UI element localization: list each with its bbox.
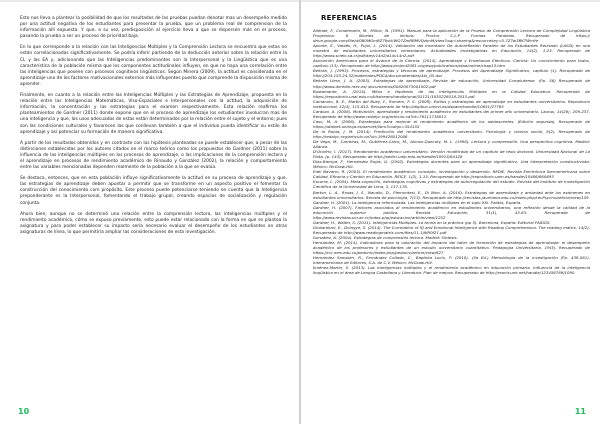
page-number: 11	[574, 407, 586, 416]
reference-entry: Bustamante, A. (2015). Mitos e Hipótesis de las Inteligencias Múltiples en la Calidad Educativa. Recuperado de https://repositorio.unal.edu.co/bitstream/handle/unal/55121/1035226018.2015.pdf	[313, 88, 590, 99]
body-paragraph: Esto nos lleva a plantear la posibilidad de que los resultados de las pruebas puedan denotar mas un desempeño medido por una actitud negativa de los estudiantes para presentar la prueba, que un problema real de comprension de la información allí expuesta. Y que, a su vez, predisposición al ejercicio lleva a que se dispersen más en el proceso, pasando la prueba a ser un proceso de prioridad baja.	[20, 16, 287, 40]
reference-entry: Escurra, L. (2004). Meta-cognición, estrategias cognitivas y estrategias de autorregulación del estudio. Revista del Instituto de Investigación Científica de la Universidad de Lima, 5, 157-176.	[313, 179, 590, 190]
reference-entry: Ghalamkari, E., Doingye, S. (2014). The Correlation of IQ and Emotional Intelligence with Reading Comprehension. The reading matrix, 14(2). Recuperado de http://www.readingmatrix.com/files/11-1j9iR0f21.pdf	[313, 224, 590, 235]
references-heading: REFERENCIAS	[321, 14, 378, 22]
reference-entry: Aponte, E., Valdés, H., Pujol, L. (2014). Validación del Inventario De Autoreflexión Paralelo de los Estudiantes Revisado (LASSI) en una muestra de estudiantes universitarios venezolanos. Actualidades Investigativas en Educación, 14(2), 1-25. Recuperado de http://www.scielo.sa.cr/pdf/aie/v14n2/a14v14n2.pdf	[313, 43, 590, 59]
reference-entry: Hernández, M. (2014). Indicadores para la valoración del impacto del taller de formación de estrategias de aprendizaje: el desempeño académico de los profesores y estudiantes de un estudio universitario cuantitativo. Pedagogía Universitaria, 19(3). Recuperado de https://cvi.mes.edu.cu/peduniv/index.php/peduniv/article/view/627	[313, 239, 590, 256]
body-paragraph: A partir de los resultados obtenidos y en contraste con las hipótesis planteadas se puede establecer que, a pesar de las distinciones establecidas por los autores citados en el marco teórico como los propuestos de Gardner (2011) sobre la influencia de las inteligencias múltiples en los procesos de aprendizaje, o las implicaciones de la comprensión lectora y el aprendizaje en procesos de rendimiento académico de Rinaudo y González (2002), la relación y comportamiento entre las variables mencionadas dependen realmente de la población a la que se evalúa.	[20, 140, 287, 171]
body-paragraph: Ahora bien, aunque no se determinó una relación entre la comprensión lectora, las inteligencias múltiples y el rendimiento académico, cómo se expuso previamente, esto puede estar relacionado con la forma en que se plantea la asignatura y para poder establecer su impacto sería necesario evaluar el desempeño de los estudiantes en otras asignaturas de línea, lo que permitiría ampliar las consideraciones de esta investigación.	[20, 211, 287, 235]
reference-entry: D'Onofrio, I. (2017). Rendimiento académico universitario. Versión modificada de un capítulo de tesis doctoral. Universidad Nacional de La Plata. (p. 143). Recuperado de http://sedici.unlp.edu.ar/handle/10915/64128	[313, 149, 590, 160]
reference-entry: Gardner, H. (2001). La Inteligencia reformulada. Las inteligencias múltiples en el siglo XXI. Paidós, España.	[313, 199, 522, 205]
page-top-edge	[0, 0, 299, 2]
reference-entry: De la Rubia, J. M. (2014). Predicción del rendimiento académico universitario. Psicología y ciencia social, 8(2). Recuperado de http://redalyc.org/articulo.oa?id=199426012006	[313, 128, 590, 139]
reference-entry: De Vega, M., Carreiras, M., Gutiérrez-Calvo, M., Alonso-Quecuty, M. L. (1990). Lectura y comprensión. Una perspectiva cognitiva. Madrid: Alianza.	[313, 139, 590, 150]
left-page	[0, 0, 299, 424]
reference-entry: Caso, M. A. (2006). Estrategias para mejorar el rendimiento académico de los adolescentes. (Edición segunda). Recuperado de https://dialnet.unirioja.es/servlet/libro?codigo=354155	[313, 118, 590, 129]
body-paragraph: En lo que corresponde a la relación con las Inteligencias Múltiples y la Comprensión Lectora se encuentra que estas no están correlacionadas significativamente. Se podría inferir partiendo de la deducción anterior sobre la relación entre la CL y las EA y, adicionando que las Inteligencias predominantes son la Interpersonal y la Lingüística que es una característica de la población misma que los componentes actitudinales influyen, en que no haya una correlación entre las inteligencias que poseen con procesos cognitivos lingüísticos. Según Minera (2009), la actitud es considerada en el aprendizaje uno de los factores motivacionales externos más influyentes puesto que comprende la disposición misma de aprender.	[20, 45, 287, 87]
reference-entry: Gardner, H., Walter, S. (2011). Inteligencias Múltiples. La teoría en la práctica (pp 3). Barcelona, España: Editorial PAIDÓS.	[313, 219, 551, 225]
reference-entry: Beltrán Llera, J. A. (2003). Estrategias de aprendizaje. Revista de educación, Universidad Complutense. (Pp. 56) Recuperado de http://www.doredin.mec.es/ documentos/00820073001002.pdf	[313, 78, 590, 89]
body-paragraph: Finalmente, en cuanto a la relación entre las Inteligencias Múltiples y las Estrategias de Aprendizaje, propuesta en la relación entre las Inteligencias Matemáticas, Viso-Espaciales e Interpersonales con la actitud, la adquisición de información, la concentración y las estrategias para el examen respectivamente. Esta relación reafirma los planteamientos de Gardner (2011) donde expone que en el proceso de aprendizaje los estudiantes involucran mas de una inteligencia y que, los usos adecuados de estas están determinados por la relación entre el sujeto y el entorno; pues son las condiciones culturales y favorecen las que conllevan también a que el individuo pueda identificar su estilo de aprendizaje y así potenciar su formación de manera significativa.	[20, 93, 287, 135]
reference-entry: Hernández Sampieri, R., Fernández Collado, C., Baptista Lucio, P. (2010). (5a Ed.) Metodología de la investigación (Pp. 439-561). Interamericana de Editores, S.A. de C.V. México: McGraw-Hill.	[313, 255, 590, 266]
body-paragraph: Se destaca, entonces, que en esta población influye significativamente la actitud en su proceso de aprendizaje y que, las estrategias de aprendizaje deben apuntar a permitir que se transforme en un aspecto positivo el fomentar la construcción del conocimiento com propósito. Este proceso puede potenciarse teniendo en cuenta que la Inteligencia preponderante es la Interpersonal, fomentando el trabajo grupal, creando espacios de socialización y regulación conjunta.	[20, 176, 287, 206]
right-page	[301, 0, 600, 424]
reference-entry: Edel Navarro, R. (2003). El rendimiento académico: concepto, investigación y desarrollo. REDIE. Revista Electrónica Iberoamericana sobre Calidad, Eficacia y Cambio en Educación. REICE, 1(2), 1-15. Recuperado de http://repositorio.uam.es/handle/10486/660693	[313, 169, 590, 180]
page-number: 10	[18, 407, 30, 416]
reference-entry: González, A. (2004). Estrategias de comprensión lectora. Madrid: Síntesis.	[313, 234, 458, 240]
reference-entry: Camacaro, R. E., Martín del Buey, F., Romero, F. S. (2009). Estilos y estrategias de aprendizaje en estudiantes universitarios. Repositorio institucional, 12(4), 115-612. Recuperado de http://digibuo.uniovi.es/dspace/handle/10651/27765	[313, 98, 590, 109]
reference-entry: Barton, L. A., Rosas, J. S., Navallo, D., Piemontesi, E., Di Nino, A. (2016). Estrategias de aprendizaje y ansiedad ante los exámenes en estudiantes universitarios. Revista de psicología, 7(13). Recuperado de http://revistas.javeriana.edu.co/index.php/revPsycho/article/view/159	[313, 189, 590, 200]
reference-entry: Díaz-Barriga, F., Hernández Rojas, G. (2002). Estrategias docentes para un aprendizaje significativo. Una interpretación constructivista. México: McGraw-Hill.	[313, 159, 590, 170]
reference-entry: Jiménez-Martín, S. (2013). Las inteligencias múltiples y el rendimiento académico en educación primaria. Influencia de la inteligencia lingüística en el área de Lengua Castellana y Literatura. Plan de mejora. Recuperado de http://reunir.unir.net/handle/123456789/1090	[313, 265, 590, 276]
page-top-edge	[301, 0, 600, 2]
reference-entry: Cardozo, A. (2008). Motivación, aprendizaje y rendimiento académico en estudiantes del primer año universitario. Laurus, 14(28), 209-237. Recuperado de http://www.redalyc.org/articulo.oa?id=76111716011	[313, 108, 590, 119]
reference-entry: Asociación Americana para el Avance de la Ciencia. (2014). Aprendizaje y Enseñanza Efectivos. Ciencia: Un conocimiento para todos, capítulo (13). Recuperado de http://www.project2061.org/esp/publications/sfaa/online/chap13.htm	[313, 58, 590, 69]
references-list	[313, 28, 590, 398]
reference-entry: Gardner, H. (2007). Factores asociados al rendimiento académico en estudiantes universitarios, una reflexión desde la calidad de la educación superior pública. Revista Educación, 31(1), 43-63. Recuperado de http://www.revistas.ucr.ac.cr/index.php/educacion/article/view/1252	[313, 204, 590, 220]
reference-entry: Beltrán, J. (1993). Procesos, estrategias y técnicas de aprendizaje. Procesos del Aprendizaje Significativo, capítulo (1). Recuperado de http://204.153.24.32/materiales/PDCA/docs/materiales/4to_05.doc	[313, 68, 590, 79]
reference-entry: Allende, F., Condemarín, M., Milicic, N. (1991). Manual para la aplicación de la Prueba de Comprensión Lectora de Complejidad Lingüística Progresiva: 8 Niveles de lectura. Proctor C.L.P Formas Paralelas. Recuperado de https:// drive.google.com/file/d/0B0MGmRZ7IhbVWQ7ZmRBMVQzbnM/view?usp=sharing&resourcekey=0-7Z7w3BKTWmYe	[313, 28, 590, 44]
